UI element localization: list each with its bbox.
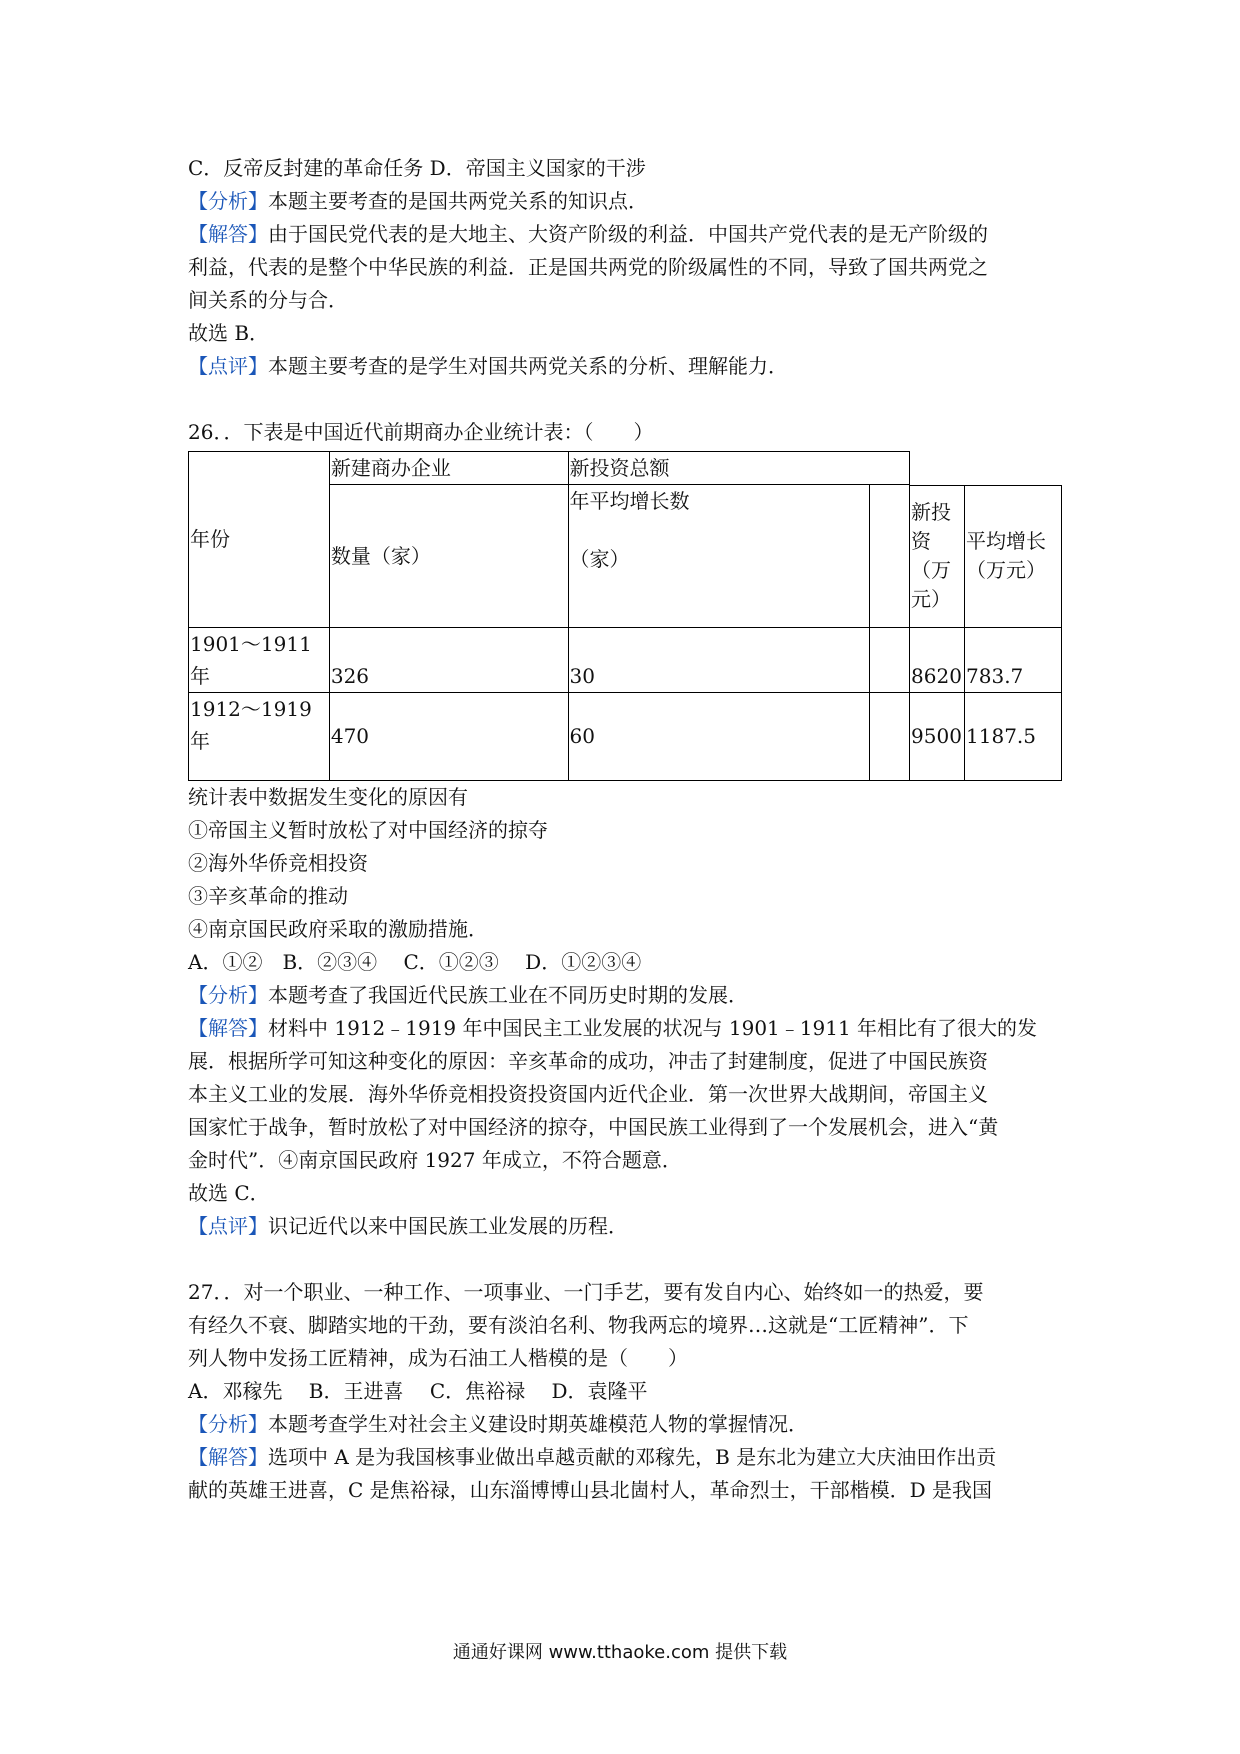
q27-analysis: 【分析】本题考查学生对社会主义建设时期英雄模范人物的掌握情况．: [188, 1411, 808, 1436]
q26-after-3: ②海外华侨竞相投资: [188, 850, 368, 875]
q26-stem: 26．．下表是中国近代前期商办企业统计表：（ ）: [188, 420, 654, 444]
header-year: 年份: [189, 452, 330, 628]
row-year: 1901～1911 年: [189, 627, 330, 692]
header-invest: 新投资（万元）: [910, 485, 965, 627]
q25-answer-line-1: 【解答】由于国民党代表的是大地主、大资产阶级的利益．中国共产党代表的是无产阶级的: [188, 222, 988, 246]
q26-analysis: 【分析】本题考查了我国近代民族工业在不同历史时期的发展．: [188, 982, 748, 1007]
header-count: 数量（家）: [329, 485, 568, 628]
q25-answer-line-2: 利益，代表的是整个中华民族的利益．正是国共两党的阶级属性的不同，导致了国共两党之: [188, 255, 988, 279]
row-year: 1912～1919 年: [189, 692, 330, 780]
q27-options: A．邓稼先 B．王进喜 C．焦裕禄 D．袁隆平: [188, 1378, 648, 1403]
table-row: [189, 692, 1062, 780]
row-growth: 30: [568, 627, 870, 692]
q27-answer-line-1: 【解答】选项中 A 是为我国核事业做出卓越贡献的邓稼先，B 是东北为建立大庆油田作出贡: [188, 1444, 997, 1469]
analysis-label: 【分析】: [188, 1411, 268, 1436]
row-count: 326: [329, 627, 568, 692]
q26-choice: 故选 C．: [188, 1180, 270, 1205]
q26-options: A．①② B．②③④ C．①②③ D．①②③④: [188, 949, 642, 974]
analysis-label: 【分析】: [188, 189, 268, 213]
q26-comment: 【点评】识记近代以来中国民族工业发展的历程．: [188, 1213, 628, 1238]
document-body: [188, 152, 1064, 1507]
header-new-enterprises: 新建商办企业: [329, 452, 568, 485]
q26-after-2: ①帝国主义暂时放松了对中国经济的掠夺: [188, 817, 548, 842]
q26-answer-line-5: 金时代”．④南京国民政府 1927 年成立，不符合题意．: [188, 1147, 682, 1172]
q26-answer-line-2: 展．根据所学可知这种变化的原因：辛亥革命的成功，冲击了封建制度，促进了中国民族资: [188, 1048, 988, 1073]
answer-label: 【解答】: [188, 222, 268, 246]
q26-answer-line-4: 国家忙于战争，暂时放松了对中国经济的掠夺，中国民族工业得到了一个发展机会，进入“黄: [188, 1114, 999, 1139]
page-footer: 通通好课网 www.tthaoke.com 提供下载: [452, 1642, 788, 1663]
header-blank: [910, 452, 1062, 485]
q26-answer-line-1: 【解答】材料中 1912﹣1919 年中国民主工业发展的状况与 1901﹣1911 年相比有了很大的发: [188, 1015, 1038, 1040]
analysis-label: 【分析】: [188, 982, 268, 1007]
row-growth: 60: [568, 692, 870, 780]
q27-stem-2: 有经久不衰、脚踏实地的干劲，要有淡泊名利、物我两忘的境界…这就是“工匠精神”．下: [188, 1312, 969, 1337]
q27-stem-3: 列人物中发扬工匠精神，成为石油工人楷模的是（ ）: [188, 1345, 688, 1370]
q27-stem-1: 27．．对一个职业、一种工作、一项事业、一门手艺，要有发自内心、始终如一的热爱，要: [188, 1279, 984, 1304]
row-invest: 9500: [910, 692, 965, 780]
q25-comment: 【点评】本题主要考查的是学生对国共两党关系的分析、理解能力．: [188, 354, 788, 378]
q26-after-1: 统计表中数据发生变化的原因有: [188, 784, 468, 809]
comment-label: 【点评】: [188, 1213, 268, 1238]
header-invest-growth: 平均增长（万元）: [965, 485, 1062, 627]
enterprise-stats-table: [188, 451, 1062, 781]
header-spacer: [870, 485, 910, 628]
answer-label: 【解答】: [188, 1015, 268, 1040]
q27-answer-line-2: 献的英雄王进喜，C 是焦裕禄，山东淄博博山县北崮村人，革命烈士，干部楷模．D 是我国: [188, 1477, 993, 1502]
header-new-investment: 新投资总额: [568, 452, 910, 485]
q25-options-cd: C．反帝反封建的革命任务 D．帝国主义国家的干涉: [188, 156, 646, 180]
q25-answer-line-3: 间关系的分与合．: [188, 288, 348, 312]
table-row: [189, 627, 1062, 692]
row-count: 470: [329, 692, 568, 780]
q26-after-5: ④南京国民政府采取的激励措施．: [188, 916, 488, 941]
row-invest-growth: 1187.5: [965, 692, 1062, 780]
q26-answer-line-3: 本主义工业的发展．海外华侨竞相投资投资国内近代企业．第一次世界大战期间，帝国主义: [188, 1081, 988, 1106]
comment-label: 【点评】: [188, 354, 268, 378]
header-avg-growth: 年平均增长数 （家）: [568, 485, 870, 628]
row-invest: 8620: [910, 627, 965, 692]
q25-choice: 故选 B．: [188, 321, 270, 345]
answer-label: 【解答】: [188, 1444, 268, 1469]
row-invest-growth: 783.7: [965, 627, 1062, 692]
q26-after-4: ③辛亥革命的推动: [188, 883, 348, 908]
q25-analysis: 【分析】本题主要考查的是国共两党关系的知识点．: [188, 189, 648, 213]
